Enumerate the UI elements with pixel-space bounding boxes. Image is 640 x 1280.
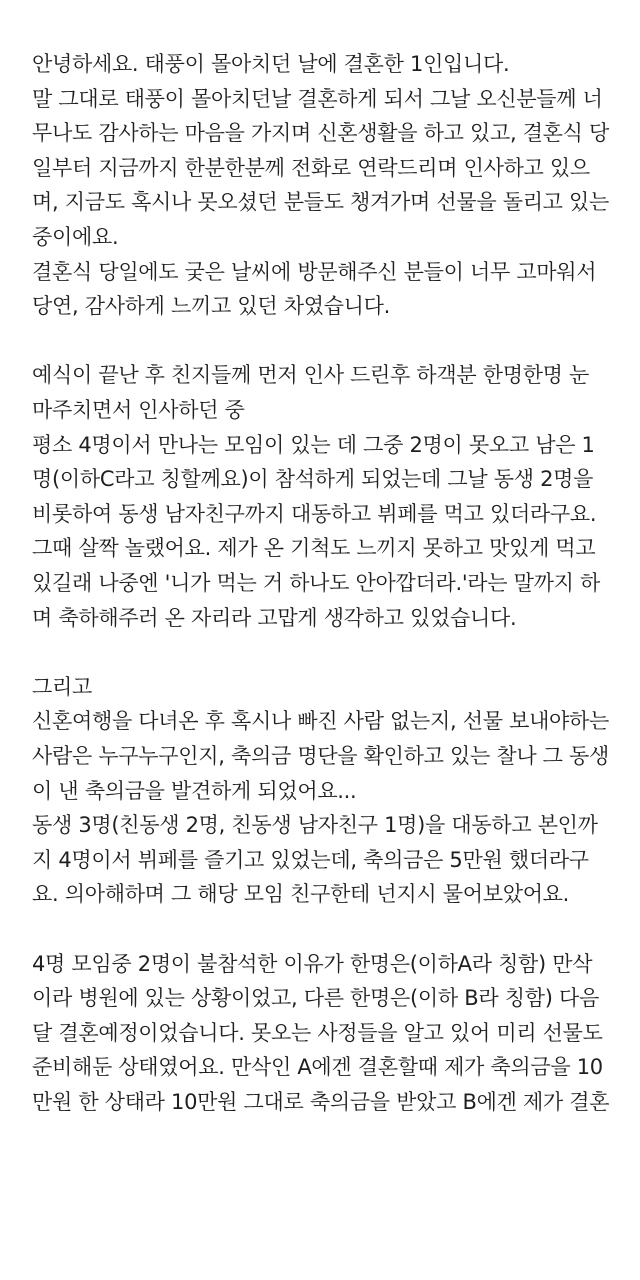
post-text-line: 있길래 나중엔 '니가 먹는 거 하나도 안아깝더라.'라는 말까지 하 [32,571,600,595]
post-text-line: 안녕하세요. 태풍이 몰아치던 날에 결혼한 1인입니다. [32,52,510,76]
post-text-line: 신혼여행을 다녀온 후 혹시나 빠진 사람 없는지, 선물 보내야하는 [32,709,610,734]
post-text-line: 며, 지금도 혹시나 못오셨던 분들도 챙겨가며 선물을 돌리고 있는 [32,190,610,215]
post-text-line: 준비해둔 상태였어요. 만삭인 A에겐 결혼할때 제가 축의금을 10 [32,1055,603,1080]
post-text-line: 요. 의아해하며 그 해당 모임 친구한테 넌지시 물어보았어요. [32,882,570,907]
post-text-line: 이 낸 축의금을 발견하게 되었어요... [32,778,357,803]
post-text-line: 명(이하C라고 칭할께요)이 참석하게 되었는데 그날 동생 2명을 [32,467,594,492]
post-text-line: 사람은 누구누구인지, 축의금 명단을 확인하고 있는 찰나 그 동생 [32,744,610,768]
post-text-line: 그리고 [32,674,92,699]
post-text-line: 마주치면서 인사하던 중 [32,398,245,422]
post-text-line: 만원 한 상태라 10만원 그대로 축의금을 받았고 B에겐 제가 결혼 [32,1090,610,1114]
post-text-line: 동생 3명(친동생 2명, 친동생 남자친구 1명)을 대동하고 본인까 [32,813,598,838]
post-text-line: 평소 4명이서 만나는 모임이 있는 데 그중 2명이 못오고 남은 1 [32,432,595,457]
post-text-line: 이라 병원에 있는 상황이었고, 다른 한명은(이하 B라 칭함) 다음 [32,986,599,1011]
post-text-line: 지 4명이서 뷔페를 즐기고 있었는데, 축의금은 5만원 했더라구 [32,847,589,872]
post-text-line: 결혼식 당일에도 궂은 날씨에 방문해주신 분들이 너무 고마워서 [32,259,597,284]
post-text-line: 며 축하해주러 온 자리라 고맙게 생각하고 있었습니다. [32,605,517,630]
post-text-line: 달 결혼예정이었습니다. 못오는 사정들을 알고 있어 미리 선물도 [32,1020,603,1045]
post-text-line: 당연, 감사하게 느끼고 있던 차였습니다. [32,294,391,319]
post-text-line: 중이에요. [32,225,119,249]
post-text-line: 무나도 감사하는 마음을 가지며 신혼생활을 하고 있고, 결혼식 당 [32,121,610,146]
post-text-line: 일부터 지금까지 한분한분께 전화로 연락드리며 인사하고 있으 [32,155,590,180]
post-text-line: 예식이 끝난 후 친지들께 먼저 인사 드린후 하객분 한명한명 눈 [32,363,590,388]
post-text-line: 말 그대로 태풍이 몰아치던날 결혼하게 되서 그날 오신분들께 너 [32,86,603,111]
post-text-line: 비롯하여 동생 남자친구까지 대동하고 뷔페를 먹고 있더라구요. [32,501,597,526]
post-text-line: 그때 살짝 놀랬어요. 제가 온 기척도 느끼지 못하고 맛있게 먹고 [32,536,596,561]
post-text-line: 4명 모임중 2명이 불참석한 이유가 한명은(이하A라 칭함) 만삭 [32,951,593,976]
